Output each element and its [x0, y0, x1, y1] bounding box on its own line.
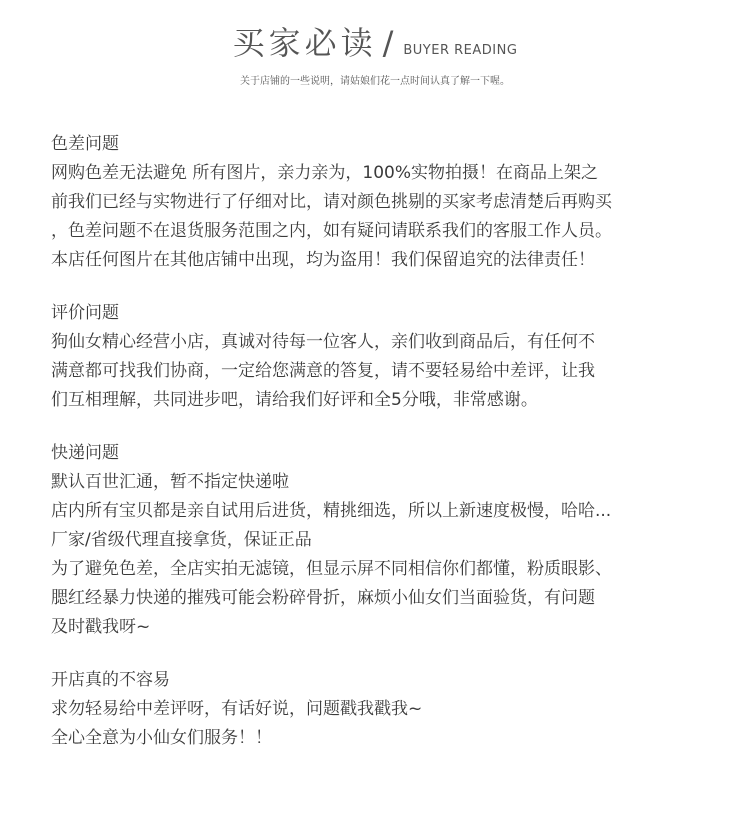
section-line: 全心全意为小仙女们服务！！: [51, 728, 272, 748]
section-title: 开店真的不容易: [51, 670, 170, 690]
section-title: 评价问题: [51, 303, 119, 323]
section-line: 厂家/省级代理直接拿货，保证正品: [51, 530, 312, 550]
section-line: 店内所有宝贝都是亲自试用后进货，精挑细选，所以上新速度极慢，哈哈...: [51, 501, 612, 521]
section-line: 及时戳我呀~: [51, 617, 151, 637]
notice-content: [51, 130, 731, 777]
section-title: 快递问题: [51, 443, 119, 463]
section-line: 前我们已经与实物进行了仔细对比，请对颜色挑剔的买家考虑清楚后再购买: [51, 192, 612, 212]
section-line: 为了避免色差，全店实拍无滤镜，但显示屏不同相信你们都懂，粉质眼影、: [51, 559, 612, 579]
page-title: 买家必读: [232, 24, 377, 62]
page-subtitle: 关于店铺的一些说明，请姑娘们花一点时间认真了解一下喔。: [240, 76, 510, 87]
page-header: [0, 18, 750, 87]
section-line: 狗仙女精心经营小店，真诚对待每一位客人，亲们收到商品后，有任何不: [51, 332, 595, 352]
title-slash: /: [382, 24, 394, 62]
title-row: [0, 18, 750, 64]
section-line: 求勿轻易给中差评呀，有话好说，问题戳我戳我~: [51, 699, 423, 719]
section-closing: [51, 666, 731, 753]
section-line: 本店任何图片在其他店铺中出现，均为盗用！我们保留追究的法律责任！: [51, 250, 595, 270]
page-title-english: BUYER READING: [403, 43, 518, 58]
section-line: 网购色差无法避免 所有图片，亲力亲为，100%实物拍摄！在商品上架之: [51, 163, 599, 183]
section-line: ，色差问题不在退货服务范围之内，如有疑问请联系我们的客服工作人员。: [51, 221, 612, 241]
section-line: 满意都可找我们协商，一定给您满意的答复，请不要轻易给中差评，让我: [51, 361, 595, 381]
section-line: 腮红经暴力快递的摧残可能会粉碎骨折，麻烦小仙女们当面验货，有问题: [51, 588, 595, 608]
section-color-difference: [51, 130, 731, 275]
section-line: 们互相理解，共同进步吧，请给我们好评和全5分哦，非常感谢。: [51, 390, 538, 410]
section-title: 色差问题: [51, 134, 119, 154]
section-line: 默认百世汇通，暂不指定快递啦: [51, 472, 289, 492]
section-review: [51, 299, 731, 415]
section-shipping: [51, 439, 731, 642]
